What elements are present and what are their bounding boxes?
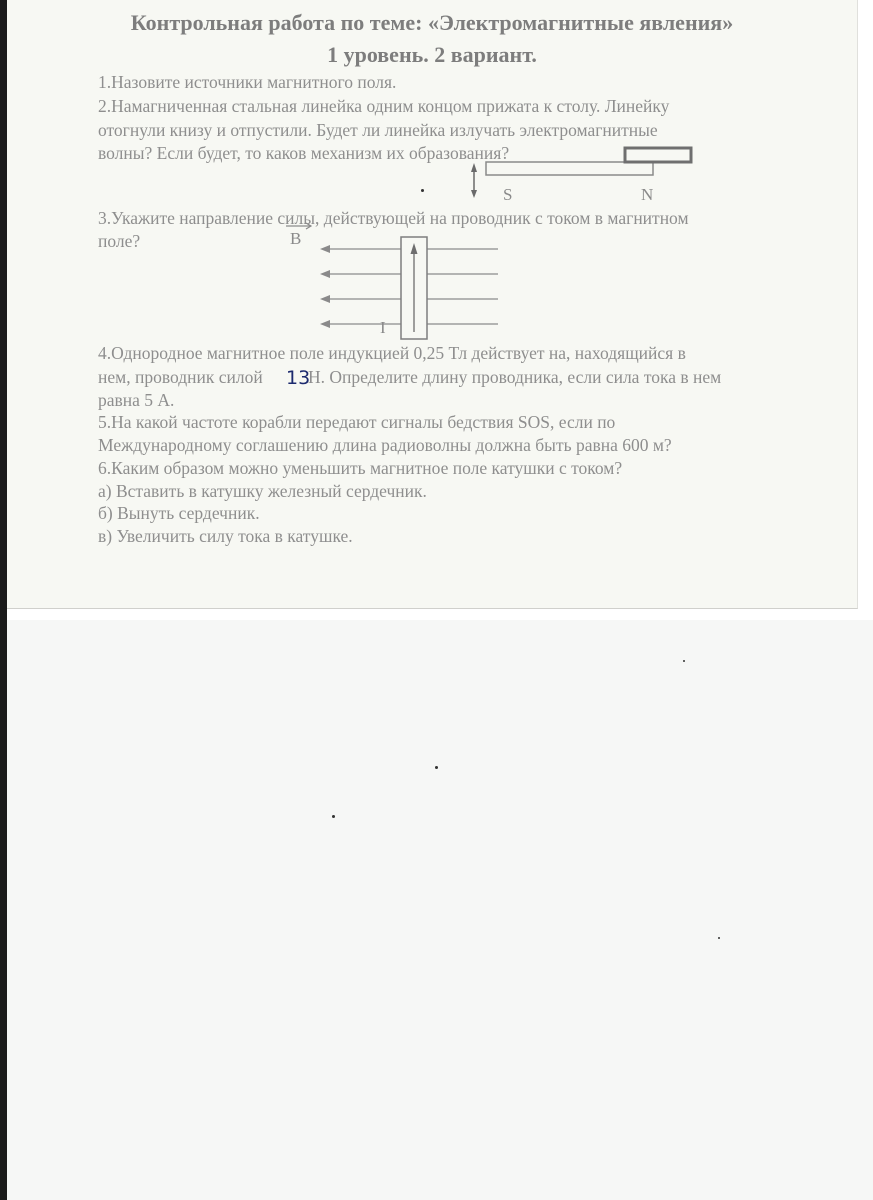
deflection-arrow-top bbox=[471, 163, 477, 172]
scan-speck bbox=[421, 189, 424, 192]
question-1: 1.Назовите источники магнитного поля. bbox=[98, 72, 397, 92]
question-5-line-1: 5.На какой частоте корабли передают сигналы бедствия SOS, если по bbox=[98, 412, 616, 432]
question-3-line-1: 3.Укажите направление силы, действующей на проводник с током в магнитном bbox=[98, 208, 689, 228]
question-4-line-2b: Н. Определите длину проводника, если сила тока в нем bbox=[308, 367, 722, 387]
question-2-line-1: 2.Намагниченная стальная линейка одним концом прижата к столу. Линейку bbox=[98, 96, 670, 116]
question-4-line-3: равна 5 А. bbox=[98, 390, 175, 410]
current-label-i: I bbox=[380, 318, 386, 337]
field-arrowhead-1 bbox=[320, 245, 330, 253]
pole-n-label: N bbox=[641, 185, 654, 204]
worksheet-page bbox=[7, 0, 858, 609]
question-3-line-2: поле? bbox=[98, 231, 141, 251]
handwritten-force-value: 13 bbox=[286, 367, 311, 389]
field-label-b: B bbox=[290, 229, 302, 248]
field-arrowhead-2 bbox=[320, 270, 330, 278]
magnet-outer bbox=[625, 148, 691, 162]
scan-speck bbox=[718, 937, 720, 939]
question-2-line-2: отогнули книзу и отпустили. Будет ли линейка излучать электромагнитные bbox=[98, 120, 658, 140]
field-arrowheads bbox=[320, 245, 330, 328]
scan-speck bbox=[435, 766, 438, 769]
question-2-line-3: волны? Если будет, то каков механизм их образования? bbox=[98, 143, 510, 163]
ruler-magnet-figure bbox=[465, 145, 695, 205]
question-6-option-a: а) Вставить в катушку железный сердечник. bbox=[98, 481, 427, 501]
scan-speck bbox=[683, 660, 685, 662]
question-6-option-b: б) Вынуть сердечник. bbox=[98, 503, 260, 523]
page-subtitle: 1 уровень. 2 вариант. bbox=[327, 42, 537, 67]
question-5-line-2: Международному соглашению длина радиоволны должна быть равна 600 м? bbox=[98, 435, 672, 455]
question-4-line-2a: нем, проводник силой bbox=[98, 367, 263, 387]
ruler bbox=[486, 162, 653, 175]
pole-s-label: S bbox=[503, 185, 513, 204]
b-vector-arrow bbox=[285, 221, 315, 231]
scan-edge-left bbox=[0, 0, 7, 1200]
question-4-line-1: 4.Однородное магнитное поле индукцией 0,25 Тл действует на, находящийся в bbox=[98, 343, 686, 363]
question-6: 6.Каким образом можно уменьшить магнитное поле катушки с током? bbox=[98, 458, 623, 478]
conductor-field-figure bbox=[310, 234, 510, 344]
field-arrowhead-3 bbox=[320, 295, 330, 303]
field-arrowhead-4 bbox=[320, 320, 330, 328]
page-title: Контрольная работа по теме: «Электромагнитные явления» bbox=[130, 10, 734, 35]
scan-background bbox=[7, 620, 873, 1200]
deflection-arrow-bottom bbox=[471, 190, 477, 198]
scan-speck bbox=[332, 815, 335, 818]
question-6-option-c: в) Увеличить силу тока в катушке. bbox=[98, 526, 353, 546]
